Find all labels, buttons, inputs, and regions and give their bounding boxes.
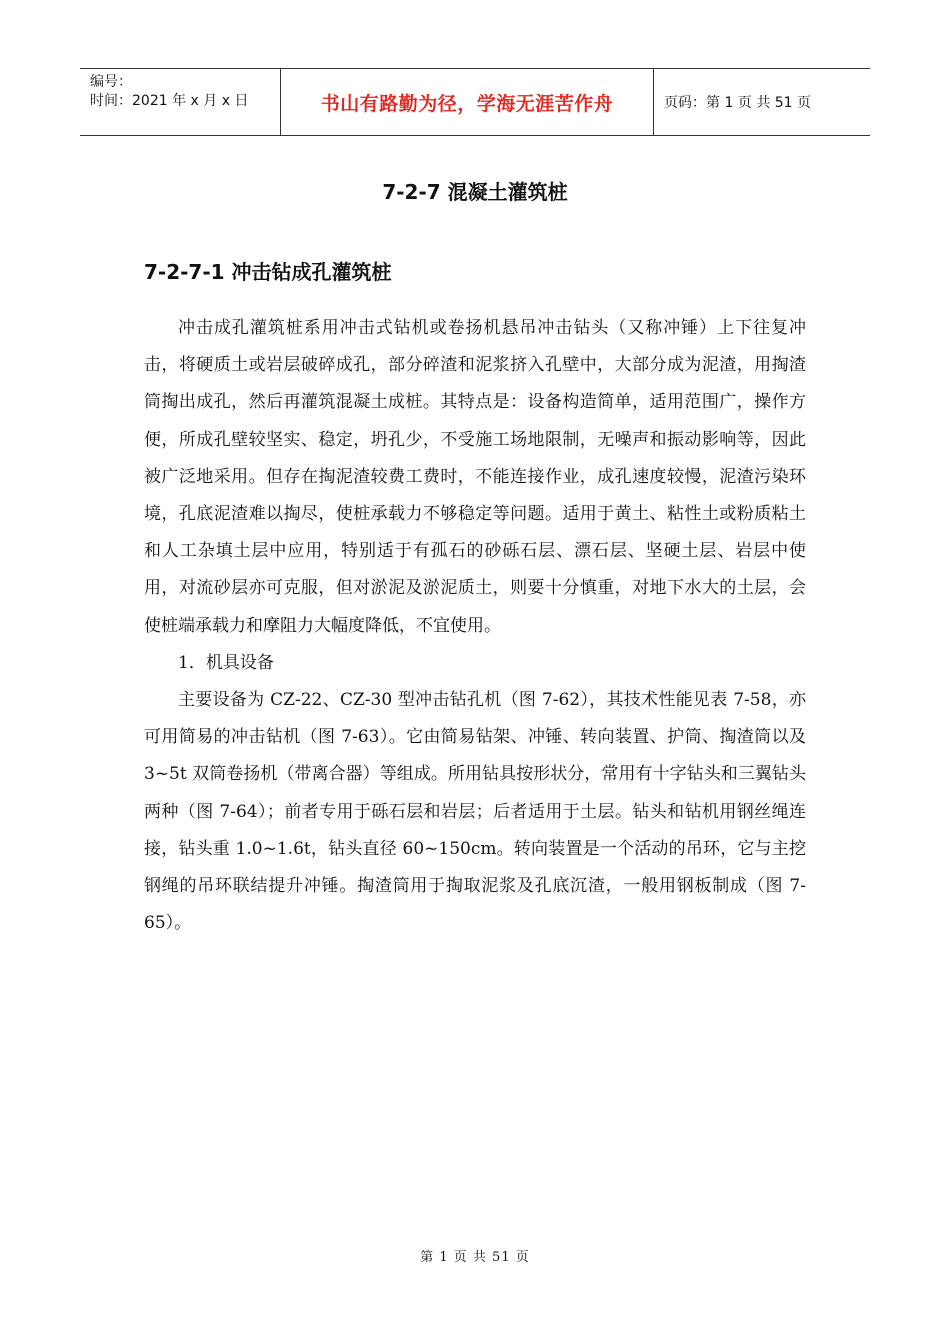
document-date: 时间：2021 年 x 月 x 日 (90, 93, 249, 109)
header-motto-cell (281, 69, 654, 135)
document-body (144, 310, 806, 942)
header-page-cell (654, 69, 870, 135)
body-paragraph: 主要设备为 CZ-22、CZ-30 型冲击钻孔机（图 7-62），其技术性能见表 7-58，亦可用简易的冲击钻机（图 7-63）。它由简易钻架、冲锤、转向装置、护筒、掏渣筒以及 3~5t 双筒卷扬机（带离合器）等组成。所用钻具按形状分，常用有十字钻头和三翼钻头两种（图 7-64）；前者专用于砾石层和岩层；后者适用于土层。钻头和钻机用钢丝绳连接，钻头重 1.0~1.6t，钻头直径 60~150cm。转向装置是一个活动的吊环，它与主挖钢绳的吊环联结提升冲锤。掏渣筒用于掏取泥浆及孔底沉渣，一般用钢板制成（图 7-65）。 (144, 690, 806, 934)
body-paragraph: 冲击成孔灌筑桩系用冲击式钻机或卷扬机悬吊冲击钻头（又称冲锤）上下往复冲击，将硬质土或岩层破碎成孔，部分碎渣和泥浆挤入孔壁中，大部分成为泥渣，用掏渣筒掏出成孔，然后再灌筑混凝土成桩。其特点是：设备构造简单，适用范围广，操作方便，所成孔壁较坚实、稳定，坍孔少，不受施工场地限制，无噪声和振动影响等，因此被广泛地采用。但存在掏泥渣较费工费时，不能连接作业，成孔速度较慢，泥渣污染环境，孔底泥渣难以掏尽，使桩承载力不够稳定等问题。适用于黄土、粘性土或粉质粘土和人工杂填土层中应用，特别适于有孤石的砂砾石层、漂石层、坚硬土层、岩层中使用，对流砂层亦可克服，但对淤泥及淤泥质土，则要十分慎重，对地下水大的土层，会使桩端承载力和摩阻力大幅度降低，不宜使用。 (144, 318, 806, 636)
document-number-label: 编号： (90, 74, 132, 90)
body-paragraph: 1．机具设备 (178, 652, 274, 673)
document-title: 7-2-7 混凝土灌筑桩 (382, 180, 568, 204)
header-table (80, 68, 870, 136)
header-info-cell (80, 69, 281, 135)
header-motto: 书山有路勤为径，学海无涯苦作舟 (320, 92, 614, 115)
page-footer: 第 1 页 共 51 页 (420, 1250, 530, 1265)
section-title: 7-2-7-1 冲击钻成孔灌筑桩 (144, 260, 392, 284)
header-page-info: 页码：第 1 页 共 51 页 (664, 95, 811, 111)
